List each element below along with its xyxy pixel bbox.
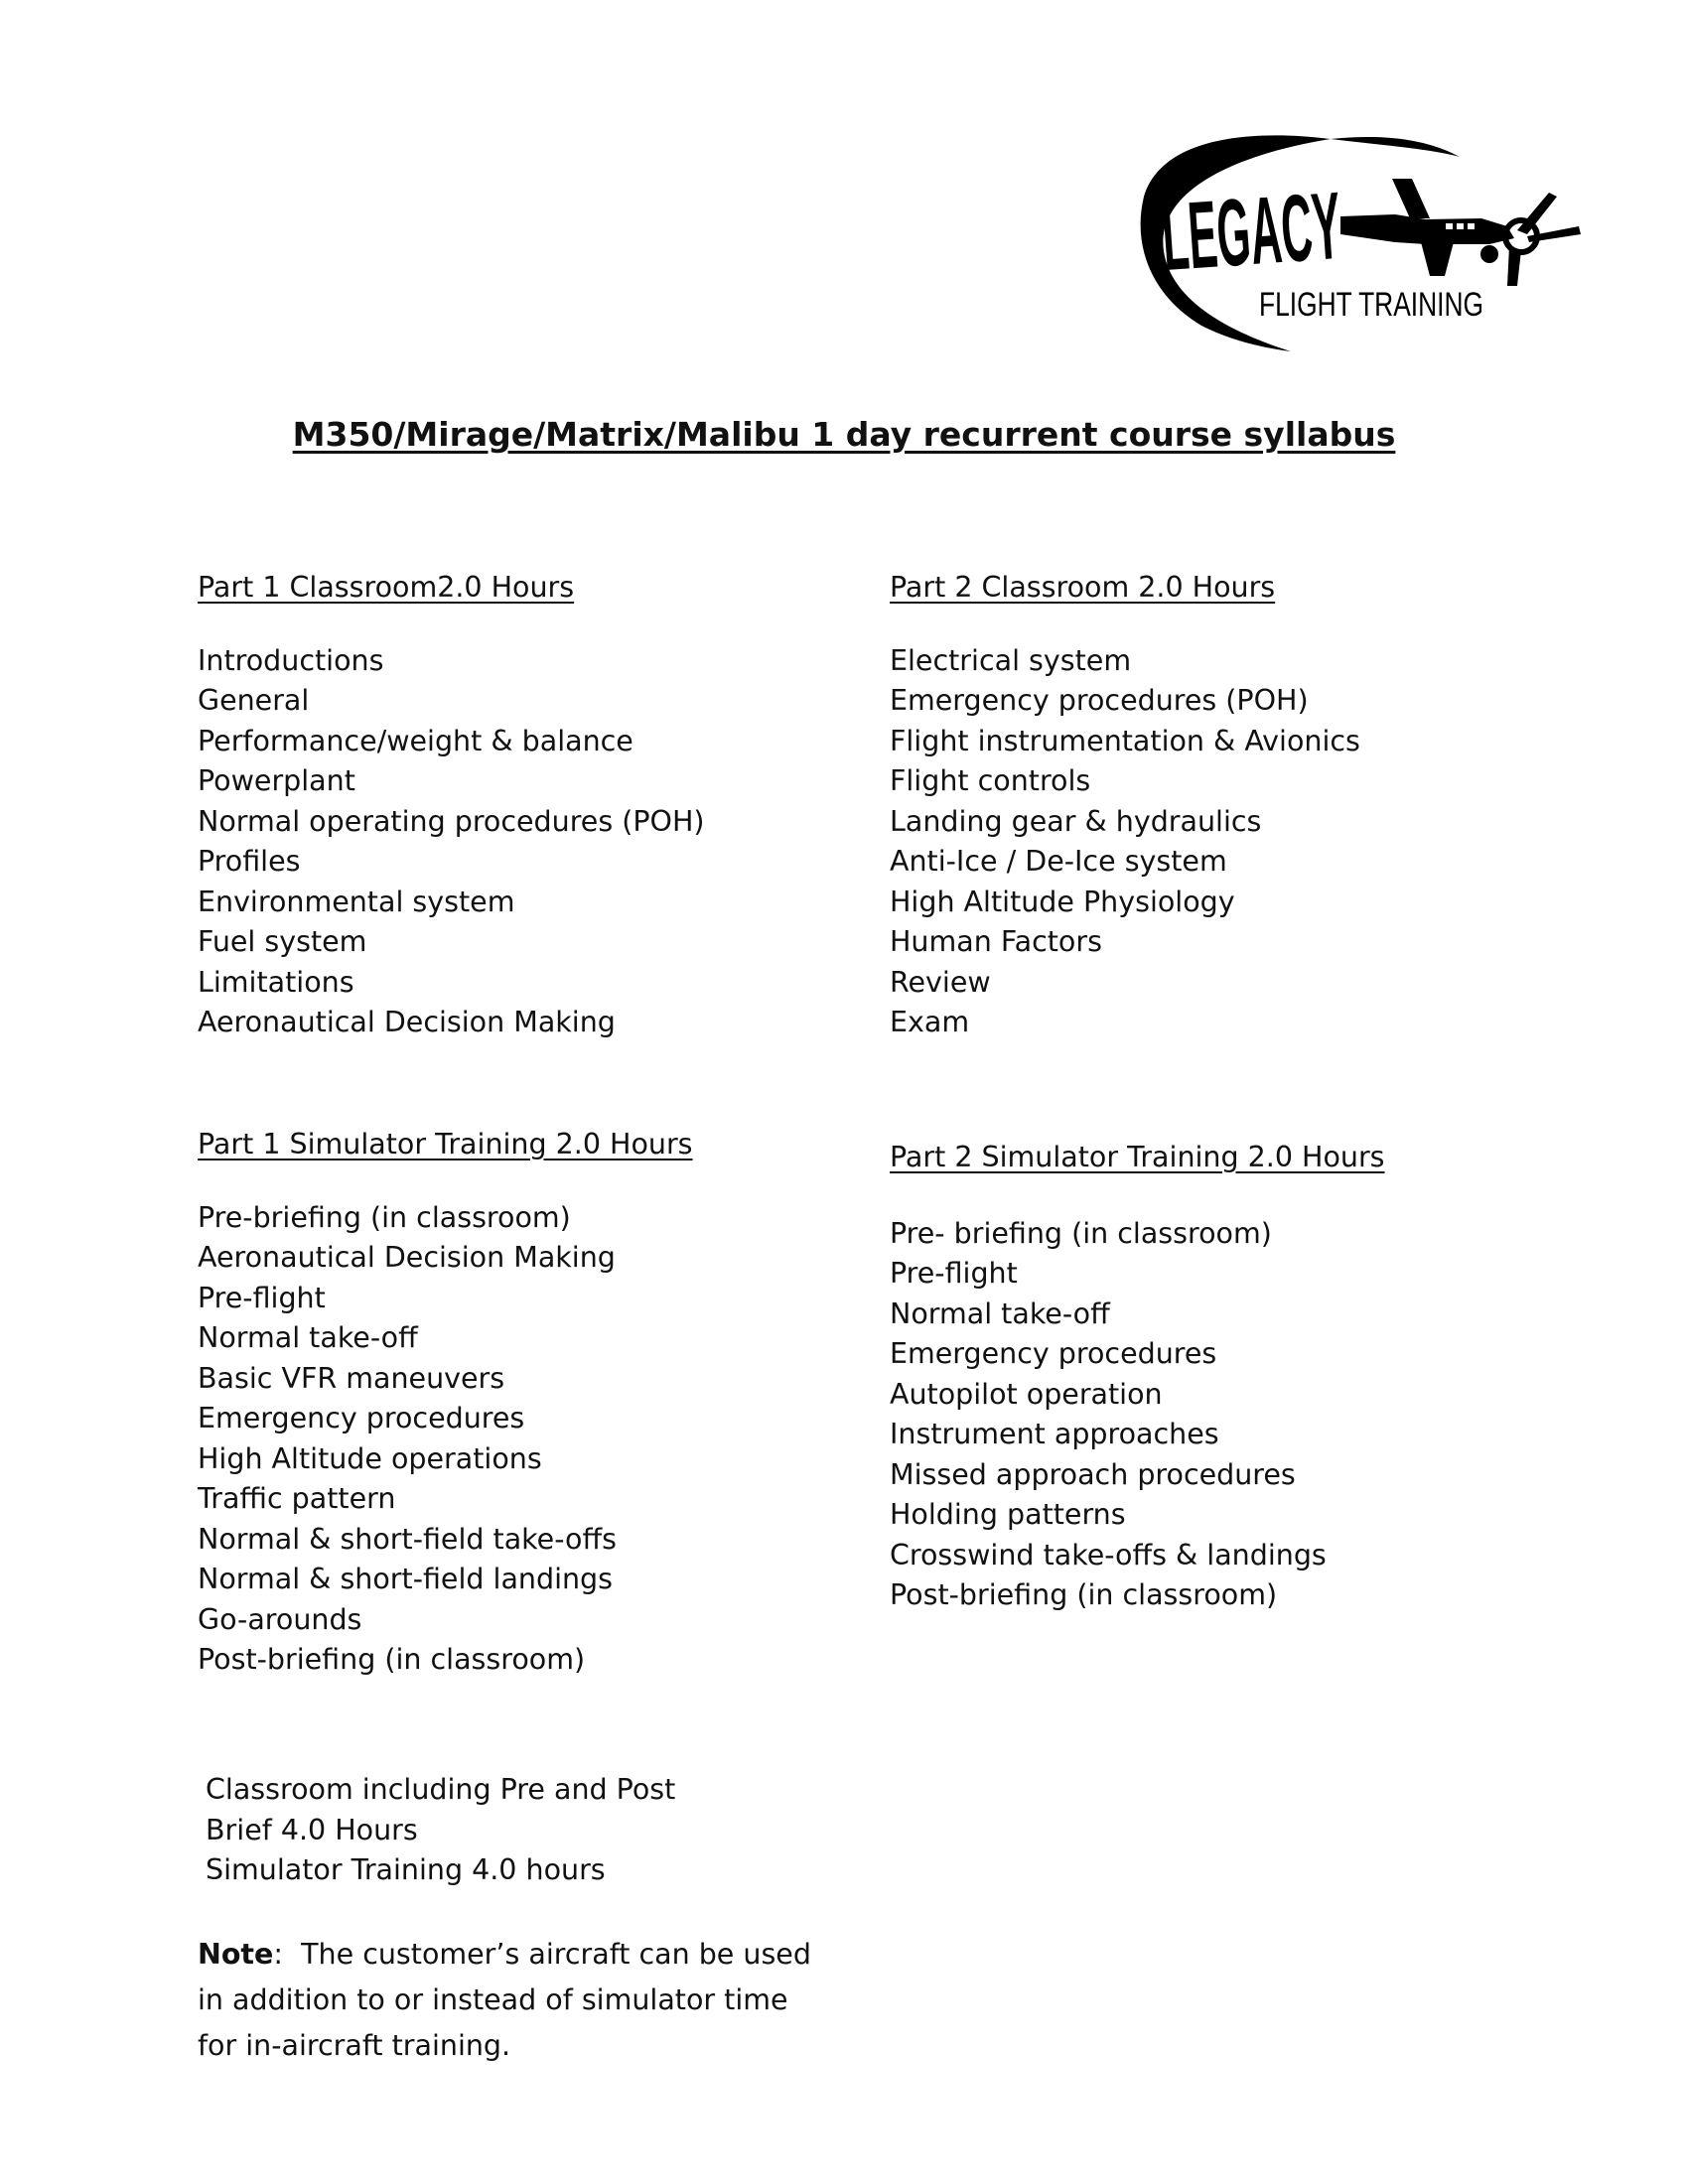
list-item: Introductions <box>198 643 384 677</box>
list-item: General <box>198 684 310 717</box>
part1-simulator-section <box>198 1125 693 1681</box>
list-item: Review <box>890 965 991 999</box>
note-paragraph: Note: The customer’s aircraft can be used in addition to or instead of simulator time for in-aircraft training. <box>198 1938 811 2062</box>
list-item: Normal operating procedures (POH) <box>198 804 705 838</box>
list-item: High Altitude Physiology <box>890 885 1235 918</box>
note-label: Note <box>198 1938 274 1971</box>
part1-classroom-heading: Part 1 Classroom2.0 Hours <box>198 571 575 604</box>
list-item: Normal & short-field take-offs <box>198 1522 617 1556</box>
list-item: Autopilot operation <box>890 1377 1163 1411</box>
list-item: Emergency procedures <box>890 1337 1217 1370</box>
list-item: Anti-Ice / De-Ice system <box>890 845 1227 878</box>
summary-line: Simulator Training 4.0 hours <box>206 1853 606 1886</box>
list-item: Emergency procedures (POH) <box>890 684 1309 717</box>
part2-simulator-heading: Part 2 Simulator Training 2.0 Hours <box>890 1141 1385 1173</box>
hours-summary <box>206 1770 675 1891</box>
legacy-flight-training-logo <box>1132 127 1589 355</box>
list-item: High Altitude operations <box>198 1441 542 1475</box>
part1-classroom-list <box>198 641 705 1043</box>
note-text: The customer’s aircraft can be used in addition to or instead of simulator time for in-aircraft training. <box>198 1938 811 2062</box>
list-item: Pre- briefing (in classroom) <box>890 1216 1272 1250</box>
list-item: Holding patterns <box>890 1498 1126 1531</box>
part2-simulator-list <box>890 1214 1385 1616</box>
list-item: Post-briefing (in classroom) <box>890 1578 1278 1611</box>
list-item: Aeronautical Decision Making <box>198 1241 616 1274</box>
part1-simulator-list <box>198 1198 693 1681</box>
list-item: Flight controls <box>890 764 1091 797</box>
list-item: Missed approach procedures <box>890 1457 1296 1491</box>
list-item: Instrument approaches <box>890 1418 1219 1450</box>
list-item: Traffic pattern <box>198 1482 396 1515</box>
list-item: Crosswind take-offs & landings <box>890 1538 1327 1571</box>
list-item: Environmental system <box>198 885 515 918</box>
list-item: Flight instrumentation & Avionics <box>890 724 1360 757</box>
part2-classroom-list <box>890 641 1360 1043</box>
part1-simulator-heading: Part 1 Simulator Training 2.0 Hours <box>198 1128 693 1160</box>
list-item: Limitations <box>198 965 354 999</box>
svg-text:FLIGHT TRAINING: FLIGHT TRAINING <box>1259 286 1483 324</box>
list-item: Pre-briefing (in classroom) <box>198 1200 571 1234</box>
list-item: Exam <box>890 1006 970 1038</box>
list-item: Normal & short-field landings <box>198 1563 613 1595</box>
list-item: Basic VFR maneuvers <box>198 1361 505 1395</box>
list-item: Electrical system <box>890 643 1132 677</box>
summary-line: Classroom including Pre and Post <box>206 1773 676 1806</box>
list-item: Aeronautical Decision Making <box>198 1006 616 1038</box>
part1-classroom-section <box>198 568 705 1043</box>
part2-classroom-heading: Part 2 Classroom 2.0 Hours <box>890 571 1276 604</box>
list-item: Post-briefing (in classroom) <box>198 1643 586 1676</box>
list-item: Human Factors <box>890 925 1102 958</box>
list-item: Pre-flight <box>890 1257 1018 1290</box>
part2-classroom-section <box>890 568 1360 1043</box>
page-title: M350/Mirage/Matrix/Malibu 1 day recurrent course syllabus <box>292 415 1396 454</box>
svg-text:LEGACY: LEGACY <box>1158 157 1563 292</box>
list-item: Pre-flight <box>198 1281 326 1314</box>
summary-line: Brief 4.0 Hours <box>206 1813 418 1846</box>
list-item: Performance/weight & balance <box>198 724 633 757</box>
list-item: Fuel system <box>198 925 367 958</box>
list-item: Profiles <box>198 845 301 878</box>
list-item: Powerplant <box>198 764 355 797</box>
list-item: Go-arounds <box>198 1602 362 1636</box>
list-item: Normal take-off <box>198 1321 418 1354</box>
list-item: Normal take-off <box>890 1297 1110 1330</box>
list-item: Landing gear & hydraulics <box>890 804 1262 838</box>
part2-simulator-section <box>890 1138 1385 1616</box>
list-item: Emergency procedures <box>198 1402 525 1434</box>
